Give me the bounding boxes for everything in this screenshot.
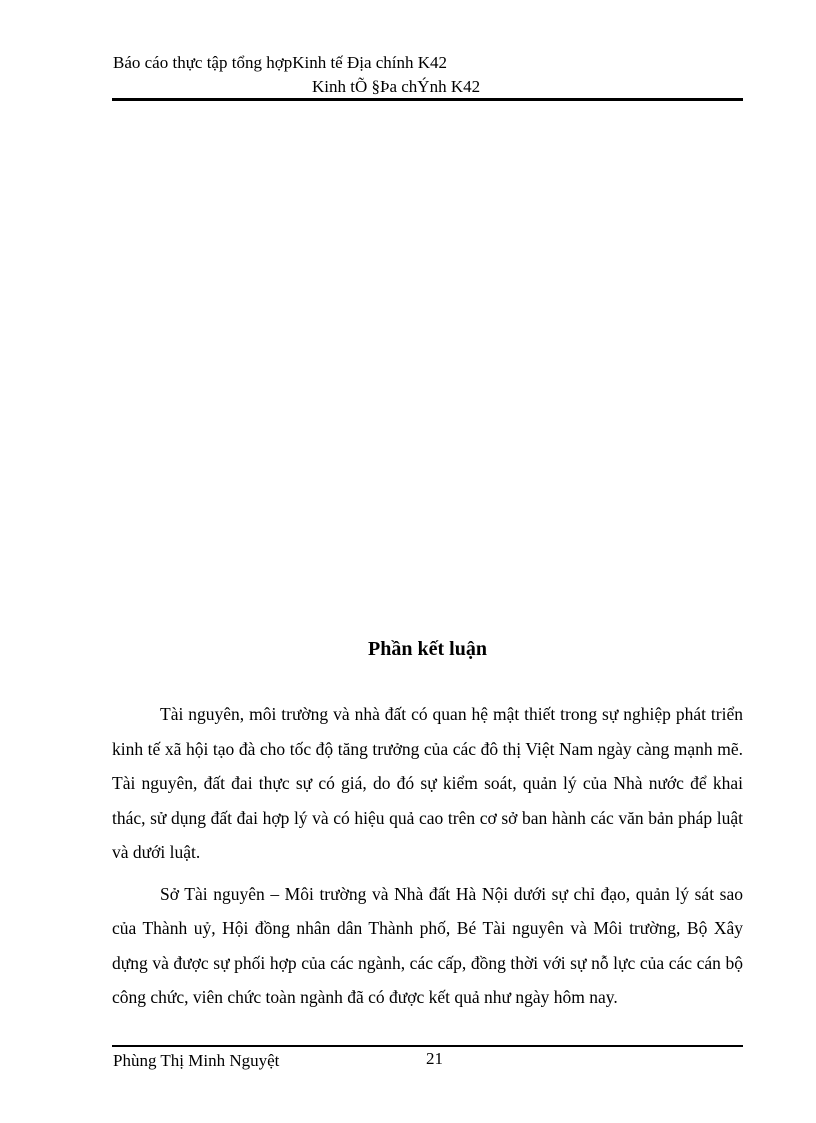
header-title: Báo cáo thực tập tổng hợpKinh tế Địa chính K42 — [113, 53, 448, 72]
header-subtitle: Kinh tÕ §Þa chÝnh K42 — [312, 77, 481, 96]
section-title: Phần kết luận — [368, 638, 487, 660]
page-number: 21 — [426, 1049, 443, 1068]
footer-divider — [112, 1045, 743, 1047]
body-text — [112, 697, 743, 1022]
header-divider — [112, 98, 743, 101]
paragraph-2: Sở Tài nguyên – Môi trường và Nhà đất Hà Nội dưới sự chỉ đạo, quản lý sát sao của Thành uỷ, Hội đồng nhân dân Thành phố, Bé Tài nguyên và Môi trường, Bộ Xây dựng và được sự phối hợp của các ngành, các cấp, đồng thời với sự nỗ lực của các cán bộ công chức, viên chức toàn ngành đã có được kết quả như ngày hôm nay. — [112, 883, 743, 1007]
paragraph-1: Tài nguyên, môi trường và nhà đất có quan hệ mật thiết trong sự nghiệp phát triển kinh tế xã hội tạo đà cho tốc độ tăng trưởng của các đô thị Việt Nam ngày càng mạnh mẽ. Tài nguyên, đất đai thực sự có giá, do đó sự kiểm soát, quản lý của Nhà nước để khai thác, sử dụng đất đai hợp lý và có hiệu quả cao trên cơ sở ban hành các văn bản pháp luật và dưới luật. — [112, 704, 743, 862]
footer-author: Phùng Thị Minh Nguyệt — [113, 1051, 280, 1070]
